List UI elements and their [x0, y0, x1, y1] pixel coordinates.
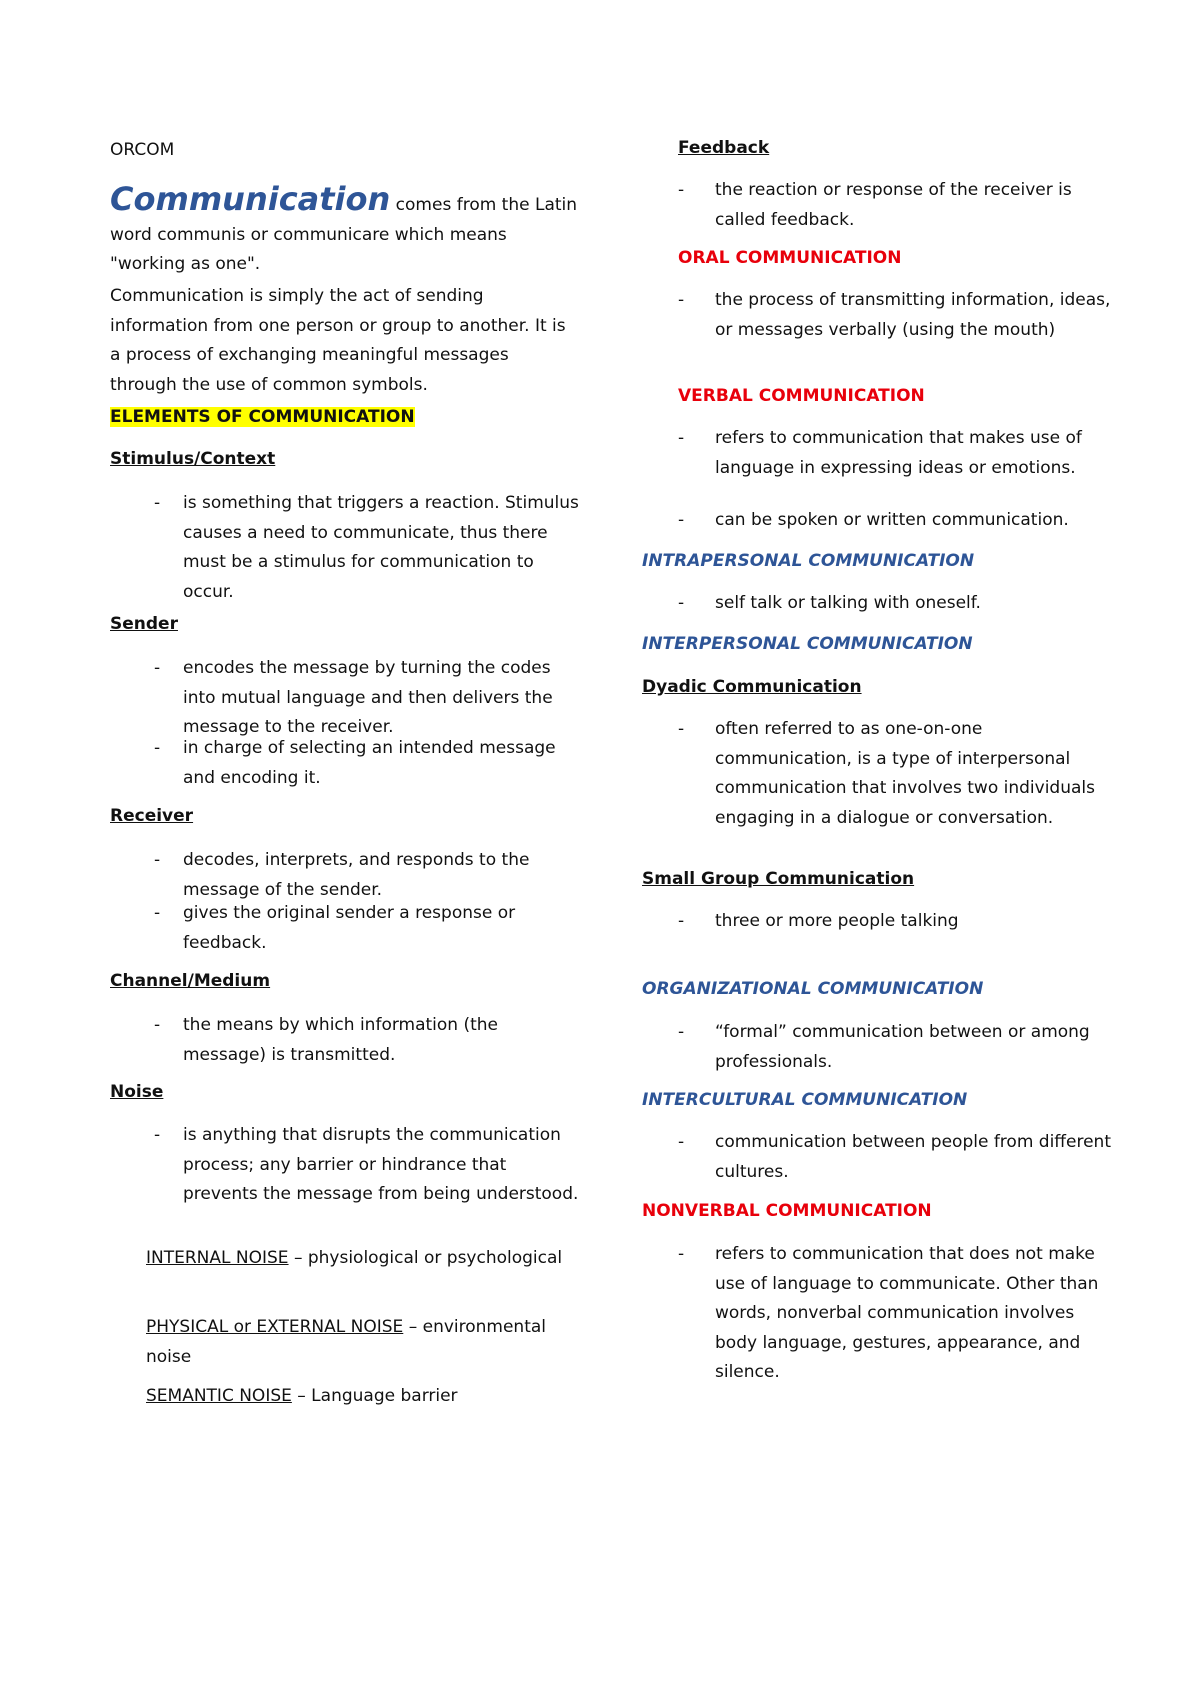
- bullet-dash: -: [154, 493, 161, 513]
- intercultural-heading: INTERCULTURAL COMMUNICATION: [642, 1090, 968, 1110]
- bullet-dash: -: [678, 1132, 685, 1152]
- bullet-dash: -: [154, 658, 161, 678]
- bullet-dash: -: [678, 719, 685, 739]
- title-word: Communication: [110, 180, 391, 218]
- noise-type-internal: INTERNAL NOISE – physiological or psychological: [146, 1248, 563, 1268]
- organizational-heading: ORGANIZATIONAL COMMUNICATION: [642, 979, 984, 999]
- bullet-dash: -: [678, 428, 685, 448]
- title-paragraph: [110, 180, 580, 280]
- channel-heading: Channel/Medium: [110, 971, 271, 991]
- feedback-heading: Feedback: [678, 138, 770, 158]
- receiver-heading: Receiver: [110, 806, 194, 826]
- interpersonal-heading: INTERPERSONAL COMMUNICATION: [642, 634, 973, 654]
- dyadic-heading: Dyadic Communication: [642, 677, 862, 697]
- bullet-dash: -: [154, 850, 161, 870]
- noise-heading: Noise: [110, 1082, 164, 1102]
- bullet-dash: -: [678, 593, 685, 613]
- stimulus-heading: Stimulus/Context: [110, 449, 276, 469]
- oral-heading: ORAL COMMUNICATION: [678, 248, 902, 268]
- bullet-dash: -: [154, 903, 161, 923]
- bullet-dash: -: [678, 1244, 685, 1264]
- noise-type-physical: PHYSICAL or EXTERNAL NOISE – environmental noise: [146, 1317, 547, 1367]
- bullet-dash: -: [678, 510, 685, 530]
- intro-paragraph: Communication is simply the act of sending information from one person or group to another. It is a process of exchanging meaningful messages through the use of common symbols.: [110, 286, 566, 395]
- noise-type-semantic: SEMANTIC NOISE – Language barrier: [146, 1386, 458, 1406]
- sender-heading: Sender: [110, 614, 178, 634]
- bullet-dash: -: [154, 1015, 161, 1035]
- document-page: ORCOM Communication comes from the Latin word communis or communicare which means "working as one". Communication is simply the act of sending information from one person or group to another. It is a process of exchanging meaningful messages through the use of common symbols. ELEMENTS OF COMMUNICATION Stimulus/Context - is something that triggers a reaction. Stimulus causes a need to communicate, thus there must be a stimulus for communication to occur. Sender - encodes the message by turning the codes into mutual language and then delivers the message to the receiver. - in charge of selecting an intended message and encoding it. Receiver - decodes, interprets, and responds to the message of the sender. - gives the original sender a response or feedback. Channel/Medium - the means by which information (the message) is transmitted. Noise - is anything that disrupts the communication process; any barrier or hindrance that prevents the message from being understood. INTERNAL NOISE – physiological or psychological PHYSICAL or EXTERNAL NOISE – environmental noise SEMANTIC NOISE – Language barrier Feedback - the reaction or response of the receiver is called feedback. ORAL COMMUNICATION - the process of transmitting information, ideas, or messages verbally (using the mouth) VERBAL COMMUNICATION - refers to communication that makes use of language in expressing ideas or emotions. - can be spoken or written communication. INTRAPERSONAL COMMUNICATION - self talk or talking with oneself. INTERPERSONAL COMMUNICATION Dyadic Communication - often referred to as one-on-one communication, is a type of interpersonal communication that involves two individuals engaging in a dialogue or conversation. Small Group Communication - three or more people talking ORGANIZATIONAL COMMUNICATION - “formal” communication between or among professionals. INTERCULTURAL COMMUNICATION - communication between people from different cultures. NONVERBAL COMMUNICATION - refers to communication that does not make use of language to communicate. Other than words, nonverbal communication involves body language, gestures, appearance, and silence.: [0, 0, 1200, 1696]
- bullet-dash: -: [678, 1022, 685, 1042]
- elements-heading: ELEMENTS OF COMMUNICATION: [110, 407, 415, 427]
- nonverbal-heading: NONVERBAL COMMUNICATION: [642, 1201, 932, 1221]
- bullet-dash: -: [154, 738, 161, 758]
- verbal-heading: VERBAL COMMUNICATION: [678, 386, 925, 406]
- bullet-dash: -: [678, 180, 685, 200]
- bullet-dash: -: [678, 911, 685, 931]
- bullet-dash: -: [154, 1125, 161, 1145]
- small-group-heading: Small Group Communication: [642, 869, 915, 889]
- intrapersonal-heading: INTRAPERSONAL COMMUNICATION: [642, 551, 975, 571]
- bullet-dash: -: [678, 290, 685, 310]
- course-code: ORCOM: [110, 140, 175, 160]
- title-rest: comes from the Latin word communis or communicare which means "working as one".: [110, 195, 578, 274]
